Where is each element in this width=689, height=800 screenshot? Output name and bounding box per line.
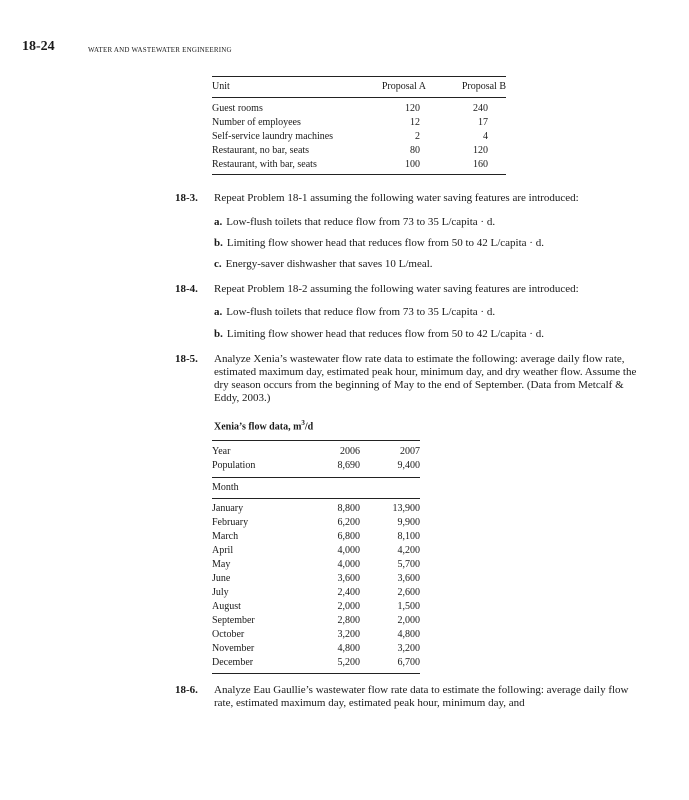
flow-2007-cell: 9,900 [397, 517, 420, 528]
table-row [212, 586, 420, 600]
running-title: WATER AND WASTEWATER ENGINEERING [88, 46, 232, 54]
problem-text: Repeat Problem 18-1 assuming the following water saving features are introduced: [214, 192, 579, 204]
flow-2006-cell: 5,200 [302, 656, 360, 674]
table-row [212, 642, 420, 656]
unit-cell: Restaurant, no bar, seats [212, 145, 310, 156]
item-label: b. [214, 237, 223, 249]
page-number: 18-24 [22, 39, 55, 54]
item-text: Energy-saver dishwasher that saves 10 L/meal. [225, 258, 433, 270]
table-row [212, 98, 506, 117]
table-row [212, 614, 420, 628]
flow-2007-cell: 2,000 [397, 615, 420, 626]
month-cell: March [212, 531, 239, 542]
item-label: a. [214, 306, 223, 318]
problem-18-3 [175, 192, 645, 205]
flow-2007-cell: 6,700 [360, 656, 420, 674]
flow-2007-cell: 4,200 [397, 545, 420, 556]
flow-2006-cell: 2,400 [337, 587, 360, 598]
table-row [212, 116, 506, 130]
table-row [212, 130, 506, 144]
table-row [212, 656, 420, 674]
proposal-a-cell: 100 [362, 158, 438, 175]
proposal-a-cell: 2 [415, 131, 420, 142]
flow-2006-cell: 4,000 [337, 559, 360, 570]
unit-cell: Number of employees [212, 117, 301, 128]
problem-18-4 [175, 283, 645, 296]
flow-2007-cell: 5,700 [397, 559, 420, 570]
flow-2007-cell: 13,900 [392, 503, 420, 514]
column-header-proposal-a: Proposal A [362, 77, 438, 98]
flow-2007-cell: 1,500 [397, 601, 420, 612]
unit-cell: Guest rooms [212, 103, 263, 114]
table-row [212, 158, 506, 175]
proposal-b-cell: 17 [478, 117, 488, 128]
population-row [212, 459, 420, 478]
unit-cell: Self-service laundry machines [212, 131, 334, 142]
xenia-flow-table [212, 440, 420, 674]
table-row [212, 572, 420, 586]
flow-2006-cell: 2,800 [337, 615, 360, 626]
table-row [212, 544, 420, 558]
table-row [212, 499, 420, 517]
item-text: Low-flush toilets that reduce flow from 73 to 35 L/capita · d. [226, 216, 496, 228]
problem-number: 18-4. [175, 283, 198, 295]
flow-2007-cell: 2,600 [397, 587, 420, 598]
problem-text: Analyze Xenia’s wastewater flow rate data to estimate the following: average daily flow rate, estimated maximum day, estimated peak hour, minimum day, and dry weather flow. Assume the dry season occurs from the beginning of May to the end of September. (Data from Metcalf & Eddy, 2003.) [214, 353, 637, 404]
year-label: Year [212, 441, 302, 460]
proposal-a-cell: 120 [405, 103, 420, 114]
flow-2007-cell: 4,800 [397, 629, 420, 640]
item-text: Limiting flow shower head that reduces flow from 50 to 42 L/capita · d. [226, 328, 544, 340]
year-row [212, 441, 420, 460]
proposal-b-cell: 120 [473, 145, 488, 156]
year-2006: 2006 [302, 441, 360, 460]
month-cell: September [212, 615, 255, 626]
proposal-b-cell: 160 [438, 158, 506, 175]
month-cell: December [212, 656, 302, 674]
problem-number: 18-5. [175, 353, 198, 365]
proposal-table [212, 76, 506, 175]
proposal-table-header [212, 77, 506, 98]
flow-2006-cell: 6,200 [337, 517, 360, 528]
proposal-b-cell: 4 [483, 131, 488, 142]
month-cell: April [212, 545, 234, 556]
problem-18-5 [175, 353, 645, 405]
month-label: Month [212, 478, 302, 499]
proposal-a-cell: 80 [410, 145, 420, 156]
problem-text: Analyze Eau Gaullie’s wastewater flow rate data to estimate the following: average daily flow rate, estimated maximum day, estimated peak hour, minimum day, and [214, 684, 629, 709]
year-2007: 2007 [360, 441, 420, 460]
flow-2007-cell: 3,600 [397, 573, 420, 584]
table-row [212, 600, 420, 614]
problem-number: 18-6. [175, 684, 198, 696]
flow-2006-cell: 2,000 [337, 601, 360, 612]
problem-item [214, 216, 644, 229]
problem-number: 18-3. [175, 192, 198, 204]
problem-item [214, 306, 644, 319]
flow-2006-cell: 8,800 [337, 503, 360, 514]
table-row [212, 628, 420, 642]
table-row [212, 144, 506, 158]
flow-2006-cell: 6,800 [337, 531, 360, 542]
item-text: Limiting flow shower head that reduces flow from 50 to 42 L/capita · d. [226, 237, 544, 249]
table-caption [214, 419, 313, 432]
caption-superscript: 3 [301, 419, 305, 427]
month-cell: October [212, 629, 245, 640]
month-header-row [212, 478, 420, 499]
flow-2006-cell: 4,800 [337, 643, 360, 654]
column-header-proposal-b: Proposal B [438, 77, 506, 98]
flow-2006-cell: 3,600 [337, 573, 360, 584]
table-row [212, 530, 420, 544]
problem-item [214, 328, 644, 341]
flow-2007-cell: 8,100 [397, 531, 420, 542]
month-cell: January [212, 503, 244, 514]
unit-cell: Restaurant, with bar, seats [212, 158, 362, 175]
problem-18-6 [175, 684, 645, 710]
column-header-unit: Unit [212, 77, 362, 98]
problem-item [214, 237, 644, 250]
proposal-b-cell: 240 [473, 103, 488, 114]
month-cell: August [212, 601, 241, 612]
table-row [212, 558, 420, 572]
item-label: a. [214, 216, 223, 228]
population-label: Population [212, 460, 256, 471]
population-2006: 8,690 [337, 460, 360, 471]
problem-item [214, 258, 644, 271]
caption-tail: /d [304, 421, 314, 433]
month-cell: May [212, 559, 231, 570]
table-row [212, 516, 420, 530]
flow-2006-cell: 3,200 [337, 629, 360, 640]
item-label: b. [214, 328, 223, 340]
population-2007: 9,400 [397, 460, 420, 471]
flow-2007-cell: 3,200 [397, 643, 420, 654]
caption-text: Xenia’s flow data, m [214, 421, 302, 433]
month-cell: February [212, 517, 249, 528]
month-cell: June [212, 573, 231, 584]
month-cell: November [212, 643, 255, 654]
month-cell: July [212, 587, 229, 598]
problem-text: Repeat Problem 18-2 assuming the following water saving features are introduced: [214, 283, 579, 295]
item-text: Low-flush toilets that reduce flow from 73 to 35 L/capita · d. [226, 306, 496, 318]
proposal-a-cell: 12 [410, 117, 420, 128]
flow-2006-cell: 4,000 [337, 545, 360, 556]
item-label: c. [214, 258, 222, 270]
